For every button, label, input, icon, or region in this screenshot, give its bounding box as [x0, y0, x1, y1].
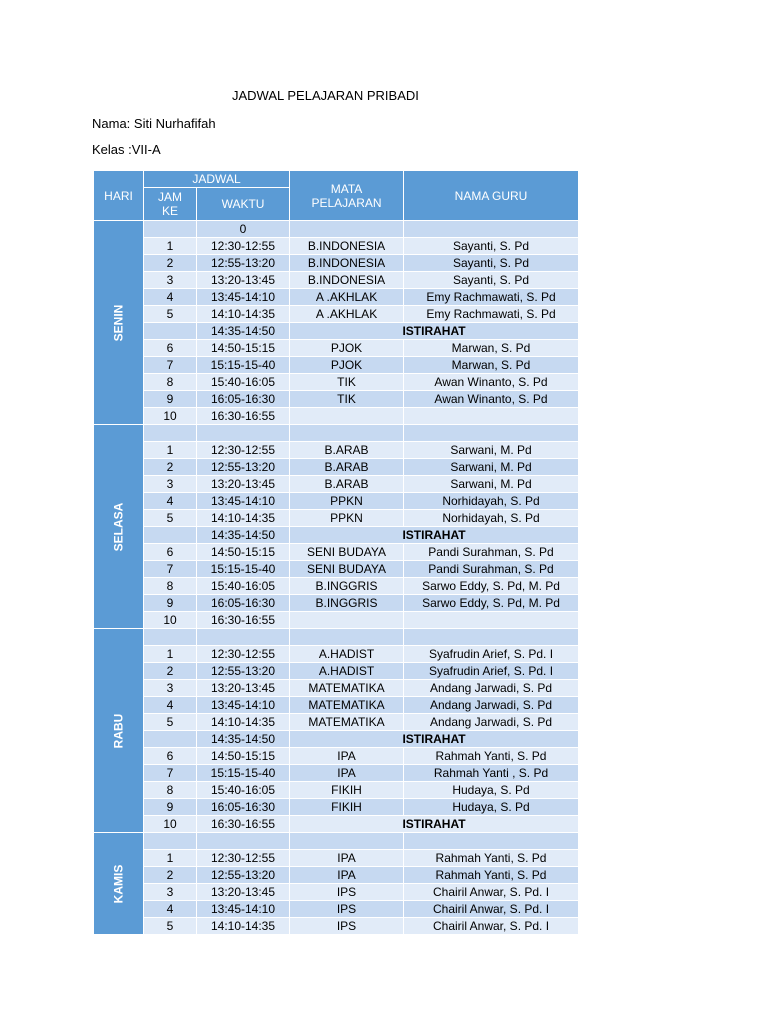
waktu-cell: 13:20-13:45	[197, 884, 290, 901]
mapel-cell: A .AKHLAK	[290, 306, 404, 323]
guru-cell: Syafrudin Arief, S. Pd. I	[404, 663, 579, 680]
schedule-body	[94, 221, 579, 935]
waktu-cell: 15:15-15-40	[197, 765, 290, 782]
waktu-cell: 16:30-16:55	[197, 816, 290, 833]
jam-cell: 9	[144, 799, 197, 816]
guru-cell: Emy Rachmawati, S. Pd	[404, 289, 579, 306]
table-row	[94, 459, 579, 476]
mapel-cell: SENI BUDAYA	[290, 544, 404, 561]
guru-cell: Sarwo Eddy, S. Pd, M. Pd	[404, 578, 579, 595]
guru-cell: Emy Rachmawati, S. Pd	[404, 306, 579, 323]
waktu-cell: 13:45-14:10	[197, 493, 290, 510]
waktu-cell: 16:05-16:30	[197, 799, 290, 816]
jam-cell: 4	[144, 493, 197, 510]
jam-cell: 8	[144, 374, 197, 391]
waktu-cell: 12:55-13:20	[197, 459, 290, 476]
guru-cell	[404, 408, 579, 425]
guru-cell: Norhidayah, S. Pd	[404, 493, 579, 510]
guru-cell	[404, 833, 579, 850]
table-row	[94, 731, 579, 748]
jam-cell	[144, 629, 197, 646]
student-name: Nama: Siti Nurhafifah	[92, 116, 216, 131]
mapel-cell: MATEMATIKA	[290, 697, 404, 714]
table-row	[94, 476, 579, 493]
guru-cell	[404, 629, 579, 646]
mapel-cell: IPA	[290, 765, 404, 782]
guru-cell	[404, 221, 579, 238]
table-row	[94, 765, 579, 782]
waktu-cell: 14:10-14:35	[197, 918, 290, 935]
jam-cell: 8	[144, 782, 197, 799]
waktu-cell	[197, 833, 290, 850]
waktu-cell: 16:30-16:55	[197, 612, 290, 629]
mapel-cell: PPKN	[290, 493, 404, 510]
jam-cell: 9	[144, 595, 197, 612]
day-cell	[94, 425, 144, 629]
mapel-cell: IPS	[290, 884, 404, 901]
waktu-cell: 13:45-14:10	[197, 901, 290, 918]
waktu-cell: 15:40-16:05	[197, 782, 290, 799]
table-row	[94, 799, 579, 816]
mapel-cell	[290, 833, 404, 850]
jam-cell: 4	[144, 697, 197, 714]
schedule-table	[93, 170, 579, 935]
mapel-cell: PJOK	[290, 357, 404, 374]
table-row	[94, 493, 579, 510]
waktu-cell: 13:20-13:45	[197, 272, 290, 289]
table-row	[94, 510, 579, 527]
table-row	[94, 527, 579, 544]
guru-cell: Sarwani, M. Pd	[404, 442, 579, 459]
jam-cell: 2	[144, 663, 197, 680]
waktu-cell: 15:40-16:05	[197, 374, 290, 391]
table-row	[94, 357, 579, 374]
mapel-cell: B.INDONESIA	[290, 238, 404, 255]
waktu-cell: 14:50-15:15	[197, 748, 290, 765]
table-row	[94, 578, 579, 595]
jam-cell: 2	[144, 459, 197, 476]
jam-cell: 2	[144, 255, 197, 272]
day-cell	[94, 629, 144, 833]
table-row	[94, 901, 579, 918]
jam-cell: 9	[144, 391, 197, 408]
mapel-cell	[290, 629, 404, 646]
header-mapel: MATA PELAJARAN	[290, 171, 404, 221]
waktu-cell	[197, 629, 290, 646]
header-jadwal: JADWAL	[144, 171, 290, 188]
mapel-cell: MATEMATIKA	[290, 680, 404, 697]
jam-cell: 10	[144, 612, 197, 629]
jam-cell	[144, 221, 197, 238]
waktu-cell: 14:35-14:50	[197, 527, 290, 544]
mapel-cell: B.INDONESIA	[290, 272, 404, 289]
mapel-cell: B.ARAB	[290, 442, 404, 459]
table-row	[94, 340, 579, 357]
waktu-cell: 12:30-12:55	[197, 238, 290, 255]
waktu-cell: 13:20-13:45	[197, 476, 290, 493]
break-cell: ISTIRAHAT	[290, 731, 579, 748]
mapel-cell: B.ARAB	[290, 476, 404, 493]
guru-cell: Pandi Surahman, S. Pd	[404, 544, 579, 561]
guru-cell: Sayanti, S. Pd	[404, 238, 579, 255]
header-jam-ke: JAM KE	[144, 188, 197, 221]
header-hari: HARI	[94, 171, 144, 221]
waktu-cell: 12:55-13:20	[197, 663, 290, 680]
jam-cell: 1	[144, 238, 197, 255]
guru-cell: Norhidayah, S. Pd	[404, 510, 579, 527]
table-row	[94, 221, 579, 238]
mapel-cell	[290, 425, 404, 442]
table-row	[94, 867, 579, 884]
day-cell	[94, 833, 144, 935]
waktu-cell: 13:45-14:10	[197, 289, 290, 306]
table-row	[94, 714, 579, 731]
jam-cell: 4	[144, 901, 197, 918]
jam-cell: 7	[144, 357, 197, 374]
waktu-cell: 14:50-15:15	[197, 340, 290, 357]
waktu-cell: 15:40-16:05	[197, 578, 290, 595]
table-row	[94, 408, 579, 425]
waktu-cell: 16:30-16:55	[197, 408, 290, 425]
guru-cell: Awan Winanto, S. Pd	[404, 391, 579, 408]
guru-cell: Sarwani, M. Pd	[404, 476, 579, 493]
mapel-cell: B.INGGRIS	[290, 595, 404, 612]
guru-cell: Rahmah Yanti, S. Pd	[404, 850, 579, 867]
guru-cell: Awan Winanto, S. Pd	[404, 374, 579, 391]
jam-cell: 5	[144, 306, 197, 323]
day-label: SELASA	[111, 502, 126, 551]
mapel-cell: B.ARAB	[290, 459, 404, 476]
table-row	[94, 748, 579, 765]
waktu-cell: 15:15-15-40	[197, 561, 290, 578]
header-guru: NAMA GURU	[404, 171, 579, 221]
jam-cell: 7	[144, 765, 197, 782]
waktu-cell: 12:30-12:55	[197, 850, 290, 867]
table-row	[94, 612, 579, 629]
mapel-cell: B.INGGRIS	[290, 578, 404, 595]
table-row	[94, 833, 579, 850]
guru-cell: Andang Jarwadi, S. Pd	[404, 714, 579, 731]
waktu-cell: 0	[197, 221, 290, 238]
jam-cell: 10	[144, 408, 197, 425]
jam-cell: 3	[144, 272, 197, 289]
break-cell: ISTIRAHAT	[290, 323, 579, 340]
table-row	[94, 255, 579, 272]
table-row	[94, 680, 579, 697]
mapel-cell: FIKIH	[290, 782, 404, 799]
table-row	[94, 629, 579, 646]
jam-cell	[144, 527, 197, 544]
guru-cell: Chairil Anwar, S. Pd. I	[404, 918, 579, 935]
waktu-cell: 12:55-13:20	[197, 867, 290, 884]
guru-cell: Rahmah Yanti , S. Pd	[404, 765, 579, 782]
jam-cell: 4	[144, 289, 197, 306]
mapel-cell: B.INDONESIA	[290, 255, 404, 272]
guru-cell: Andang Jarwadi, S. Pd	[404, 680, 579, 697]
guru-cell: Pandi Surahman, S. Pd	[404, 561, 579, 578]
jam-cell	[144, 425, 197, 442]
jam-cell: 3	[144, 680, 197, 697]
waktu-cell: 14:35-14:50	[197, 731, 290, 748]
jam-cell: 10	[144, 816, 197, 833]
waktu-cell: 14:50-15:15	[197, 544, 290, 561]
table-row	[94, 918, 579, 935]
mapel-cell: TIK	[290, 374, 404, 391]
day-cell	[94, 221, 144, 425]
jam-cell: 5	[144, 714, 197, 731]
jam-cell: 5	[144, 918, 197, 935]
guru-cell: Rahmah Yanti, S. Pd	[404, 867, 579, 884]
guru-cell: Rahmah Yanti, S. Pd	[404, 748, 579, 765]
waktu-cell: 13:20-13:45	[197, 680, 290, 697]
guru-cell: Andang Jarwadi, S. Pd	[404, 697, 579, 714]
jam-cell	[144, 833, 197, 850]
table-row	[94, 595, 579, 612]
waktu-cell: 12:30-12:55	[197, 646, 290, 663]
jam-cell	[144, 731, 197, 748]
waktu-cell: 14:10-14:35	[197, 306, 290, 323]
mapel-cell: A .AKHLAK	[290, 289, 404, 306]
waktu-cell: 14:10-14:35	[197, 510, 290, 527]
mapel-cell	[290, 408, 404, 425]
guru-cell: Sayanti, S. Pd	[404, 272, 579, 289]
jam-cell: 7	[144, 561, 197, 578]
table-row	[94, 391, 579, 408]
jam-cell: 6	[144, 544, 197, 561]
mapel-cell: IPA	[290, 748, 404, 765]
table-row	[94, 816, 579, 833]
jam-cell: 8	[144, 578, 197, 595]
mapel-cell: A.HADIST	[290, 646, 404, 663]
header-waktu: WAKTU	[197, 188, 290, 221]
jam-cell: 1	[144, 850, 197, 867]
day-label: KAMIS	[111, 864, 126, 903]
waktu-cell: 12:55-13:20	[197, 255, 290, 272]
guru-cell: Chairil Anwar, S. Pd. I	[404, 901, 579, 918]
day-label: RABU	[111, 713, 126, 748]
mapel-cell: IPS	[290, 901, 404, 918]
table-row	[94, 425, 579, 442]
table-row	[94, 442, 579, 459]
table-row	[94, 850, 579, 867]
day-label: SENIN	[111, 304, 126, 341]
page-title: JADWAL PELAJARAN PRIBADI	[232, 88, 419, 103]
jam-cell: 2	[144, 867, 197, 884]
table-row	[94, 561, 579, 578]
guru-cell: Sarwo Eddy, S. Pd, M. Pd	[404, 595, 579, 612]
waktu-cell: 14:35-14:50	[197, 323, 290, 340]
guru-cell: Chairil Anwar, S. Pd. I	[404, 884, 579, 901]
mapel-cell: PPKN	[290, 510, 404, 527]
waktu-cell: 14:10-14:35	[197, 714, 290, 731]
table-row	[94, 323, 579, 340]
mapel-cell: IPS	[290, 918, 404, 935]
mapel-cell: PJOK	[290, 340, 404, 357]
jam-cell: 1	[144, 442, 197, 459]
mapel-cell	[290, 221, 404, 238]
jam-cell: 6	[144, 340, 197, 357]
table-row	[94, 544, 579, 561]
table-row	[94, 374, 579, 391]
guru-cell: Sarwani, M. Pd	[404, 459, 579, 476]
mapel-cell: IPA	[290, 867, 404, 884]
jam-cell: 6	[144, 748, 197, 765]
table-row	[94, 697, 579, 714]
mapel-cell: TIK	[290, 391, 404, 408]
table-row	[94, 646, 579, 663]
break-cell: ISTIRAHAT	[290, 527, 579, 544]
waktu-cell	[197, 425, 290, 442]
mapel-cell: IPA	[290, 850, 404, 867]
mapel-cell: SENI BUDAYA	[290, 561, 404, 578]
waktu-cell: 15:15-15-40	[197, 357, 290, 374]
break-cell: ISTIRAHAT	[290, 816, 579, 833]
waktu-cell: 12:30-12:55	[197, 442, 290, 459]
waktu-cell: 13:45-14:10	[197, 697, 290, 714]
guru-cell	[404, 612, 579, 629]
guru-cell: Hudaya, S. Pd	[404, 782, 579, 799]
table-row	[94, 306, 579, 323]
jam-cell: 3	[144, 476, 197, 493]
table-row	[94, 238, 579, 255]
guru-cell	[404, 425, 579, 442]
guru-cell: Syafrudin Arief, S. Pd. I	[404, 646, 579, 663]
jam-cell	[144, 323, 197, 340]
table-row	[94, 663, 579, 680]
mapel-cell: FIKIH	[290, 799, 404, 816]
jam-cell: 1	[144, 646, 197, 663]
mapel-cell: A.HADIST	[290, 663, 404, 680]
guru-cell: Marwan, S. Pd	[404, 340, 579, 357]
mapel-cell: MATEMATIKA	[290, 714, 404, 731]
mapel-cell	[290, 612, 404, 629]
table-row	[94, 272, 579, 289]
jam-cell: 5	[144, 510, 197, 527]
student-class: Kelas :VII-A	[92, 142, 161, 157]
guru-cell: Sayanti, S. Pd	[404, 255, 579, 272]
waktu-cell: 16:05-16:30	[197, 595, 290, 612]
guru-cell: Marwan, S. Pd	[404, 357, 579, 374]
table-row	[94, 782, 579, 799]
jam-cell: 3	[144, 884, 197, 901]
table-row	[94, 884, 579, 901]
waktu-cell: 16:05-16:30	[197, 391, 290, 408]
guru-cell: Hudaya, S. Pd	[404, 799, 579, 816]
table-row	[94, 289, 579, 306]
